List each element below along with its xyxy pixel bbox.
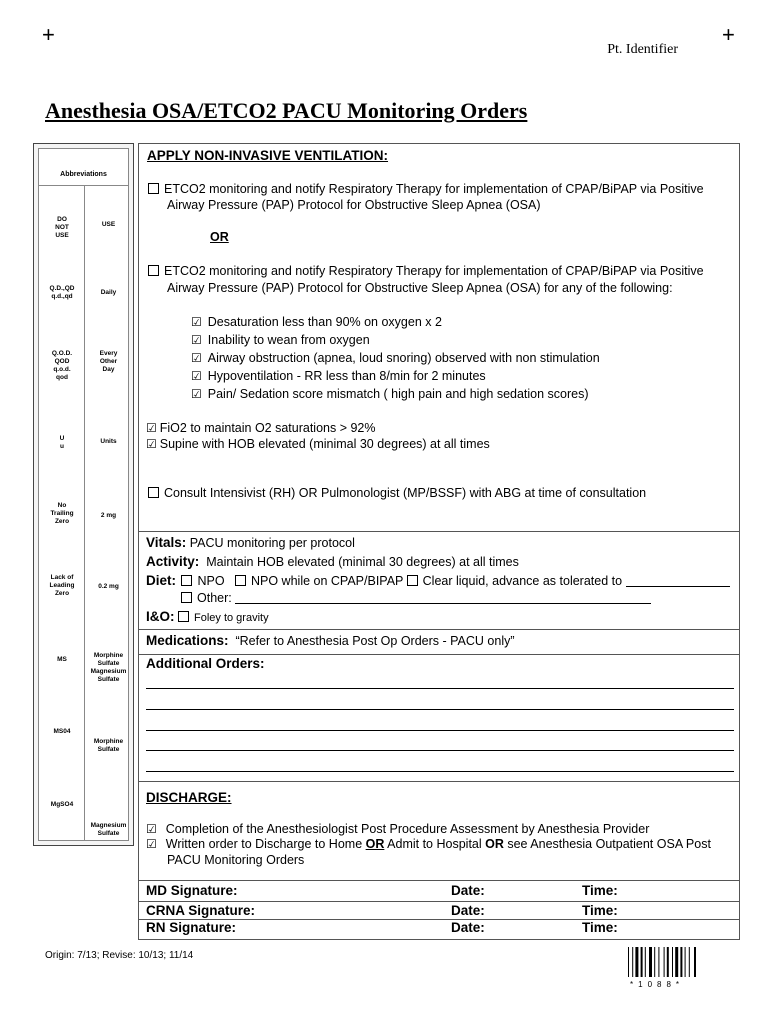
vitals-row: Vitals: PACU monitoring per protocol bbox=[146, 535, 355, 550]
barcode-icon bbox=[628, 947, 704, 977]
abbr-row-qod-use: Every Other Day bbox=[99, 350, 118, 373]
foley-checkbox[interactable] bbox=[178, 611, 189, 622]
activity-row: Activity: Maintain HOB elevated (minimal 30 degrees) at all times bbox=[146, 554, 519, 569]
abbr-row-ms-use: Morphine Sulfate Magnesium Sulfate bbox=[90, 652, 127, 683]
md-signature-label[interactable]: MD Signature: bbox=[146, 883, 238, 898]
abbr-row-ms04-use: Morphine Sulfate bbox=[93, 738, 124, 753]
discharge-item-2-line2: PACU Monitoring Orders bbox=[167, 853, 305, 867]
abbr-row-trailing-zero: No Trailing Zero bbox=[50, 502, 74, 525]
discharge-item-2[interactable]: ☑ Written order to Discharge to Home OR Admit to Hospital OR see Anesthesia Outpatient OSA Post bbox=[146, 837, 711, 851]
supine-order[interactable]: ☑ Supine with HOB elevated (minimal 30 degrees) at all times bbox=[146, 437, 490, 451]
criteria-hypoventilation[interactable]: ☑ Hypoventilation - RR less than 8/min for 2 minutes bbox=[191, 369, 486, 383]
md-date-label[interactable]: Date: bbox=[451, 883, 485, 898]
crna-time-label[interactable]: Time: bbox=[582, 903, 618, 918]
checked-box-icon: ☑ bbox=[146, 837, 157, 851]
rn-signature-label[interactable]: RN Signature: bbox=[146, 920, 237, 935]
niv-option-1: ETCO2 monitoring and notify Respiratory Therapy for implementation of CPAP/BiPAP via Positive bbox=[148, 182, 704, 197]
diet-npo-cpap-checkbox[interactable] bbox=[235, 575, 246, 586]
additional-orders-line-3[interactable] bbox=[146, 730, 734, 731]
consult-order: Consult Intensivist (RH) OR Pulmonologist (MP/BSSF) with ABG at time of consultation bbox=[148, 486, 646, 501]
checked-box-icon: ☑ bbox=[191, 333, 202, 347]
additional-orders-label: Additional Orders: bbox=[146, 656, 265, 671]
checked-box-icon: ☑ bbox=[191, 369, 202, 383]
barcode-number: *1088* bbox=[630, 980, 685, 989]
fio2-order[interactable]: ☑ FiO2 to maintain O2 saturations > 92% bbox=[146, 421, 376, 435]
crna-date-label[interactable]: Date: bbox=[451, 903, 485, 918]
diet-other-row: Other: bbox=[181, 591, 651, 606]
niv-option-2: ETCO2 monitoring and notify Respiratory Therapy for implementation of CPAP/BiPAP via Positive bbox=[148, 264, 704, 279]
abbr-row-ms: MS bbox=[57, 656, 67, 663]
discharge-item-1[interactable]: ☑ Completion of the Anesthesiologist Post Procedure Assessment by Anesthesia Provider bbox=[146, 822, 650, 836]
abbr-do-not-use-header: DO NOT USE bbox=[55, 216, 69, 239]
abbr-row-u-use: Units bbox=[100, 438, 117, 445]
additional-orders-line-1[interactable] bbox=[146, 688, 734, 689]
rn-date-label[interactable]: Date: bbox=[451, 920, 485, 935]
abbr-row-qd-use: Daily bbox=[100, 289, 117, 296]
registration-mark-left: + bbox=[42, 22, 55, 47]
checked-box-icon: ☑ bbox=[146, 822, 157, 836]
criteria-pain-sedation[interactable]: ☑ Pain/ Sedation score mismatch ( high pain and high sedation scores) bbox=[191, 387, 589, 401]
registration-mark-right: + bbox=[722, 22, 735, 47]
abbreviations-heading: Abbreviations bbox=[60, 171, 107, 178]
io-row: I&O: Foley to gravity bbox=[146, 609, 269, 624]
crna-signature-label[interactable]: CRNA Signature: bbox=[146, 903, 256, 918]
diet-other-field[interactable] bbox=[235, 603, 651, 604]
revision-footer: Origin: 7/13; Revise: 10/13; 11/14 bbox=[45, 950, 194, 961]
abbr-row-leading-zero-use: 0.2 mg bbox=[98, 583, 119, 590]
niv-option-1-line2: Airway Pressure (PAP) Protocol for Obstructive Sleep Apnea (OSA) bbox=[167, 198, 541, 212]
diet-clear-liquid-checkbox[interactable] bbox=[407, 575, 418, 586]
abbr-row-mgso4: MgSO4 bbox=[50, 801, 74, 808]
abbr-row-u: U u bbox=[59, 435, 65, 450]
abbr-row-qd: Q.D.,QD q.d.,qd bbox=[49, 285, 75, 300]
abbreviations-panel bbox=[33, 143, 134, 846]
additional-orders-line-2[interactable] bbox=[146, 709, 734, 710]
niv-option-1-checkbox[interactable] bbox=[148, 183, 159, 194]
page-title: Anesthesia OSA/ETCO2 PACU Monitoring Orders bbox=[45, 98, 528, 123]
criteria-oxygen-wean[interactable]: ☑ Inability to wean from oxygen bbox=[191, 333, 370, 347]
abbr-use-header: USE bbox=[101, 221, 116, 228]
diet-npo-checkbox[interactable] bbox=[181, 575, 192, 586]
medications-row: Medications: “Refer to Anesthesia Post Op Orders - PACU only” bbox=[146, 633, 515, 648]
orders-form bbox=[138, 143, 740, 940]
niv-option-2-line2: Airway Pressure (PAP) Protocol for Obstructive Sleep Apnea (OSA) for any of the following: bbox=[167, 281, 673, 295]
checked-box-icon: ☑ bbox=[191, 315, 202, 329]
abbr-row-mgso4-use: Magnesium Sulfate bbox=[90, 822, 127, 837]
abbr-row-qod: Q.O.D. QOD q.o.d. qod bbox=[51, 350, 73, 381]
checked-box-icon: ☑ bbox=[191, 387, 202, 401]
niv-heading: APPLY NON-INVASIVE VENTILATION: bbox=[147, 148, 389, 163]
discharge-heading: DISCHARGE: bbox=[146, 790, 232, 805]
or-separator: OR bbox=[210, 230, 229, 244]
abbr-row-ms04: MS04 bbox=[53, 728, 71, 735]
abbr-row-leading-zero: Lack of Leading Zero bbox=[49, 574, 75, 597]
additional-orders-line-4[interactable] bbox=[146, 750, 734, 751]
checked-box-icon: ☑ bbox=[146, 421, 157, 435]
rn-time-label[interactable]: Time: bbox=[582, 920, 618, 935]
criteria-desaturation[interactable]: ☑ Desaturation less than 90% on oxygen x 2 bbox=[191, 315, 442, 329]
diet-other-checkbox[interactable] bbox=[181, 592, 192, 603]
diet-row: Diet: NPO NPO while on CPAP/BIPAP Clear liquid, advance as tolerated to bbox=[146, 573, 730, 589]
criteria-airway-obstruction[interactable]: ☑ Airway obstruction (apnea, loud snoring) observed with non stimulation bbox=[191, 351, 600, 365]
niv-option-2-checkbox[interactable] bbox=[148, 265, 159, 276]
checked-box-icon: ☑ bbox=[191, 351, 202, 365]
pt-identifier-label: Pt. Identifier bbox=[607, 42, 678, 57]
abbr-row-trailing-zero-use: 2 mg bbox=[100, 512, 117, 519]
additional-orders-line-5[interactable] bbox=[146, 771, 734, 772]
diet-advance-to-field[interactable] bbox=[626, 586, 730, 587]
md-time-label[interactable]: Time: bbox=[582, 883, 618, 898]
consult-checkbox[interactable] bbox=[148, 487, 159, 498]
checked-box-icon: ☑ bbox=[146, 437, 157, 451]
